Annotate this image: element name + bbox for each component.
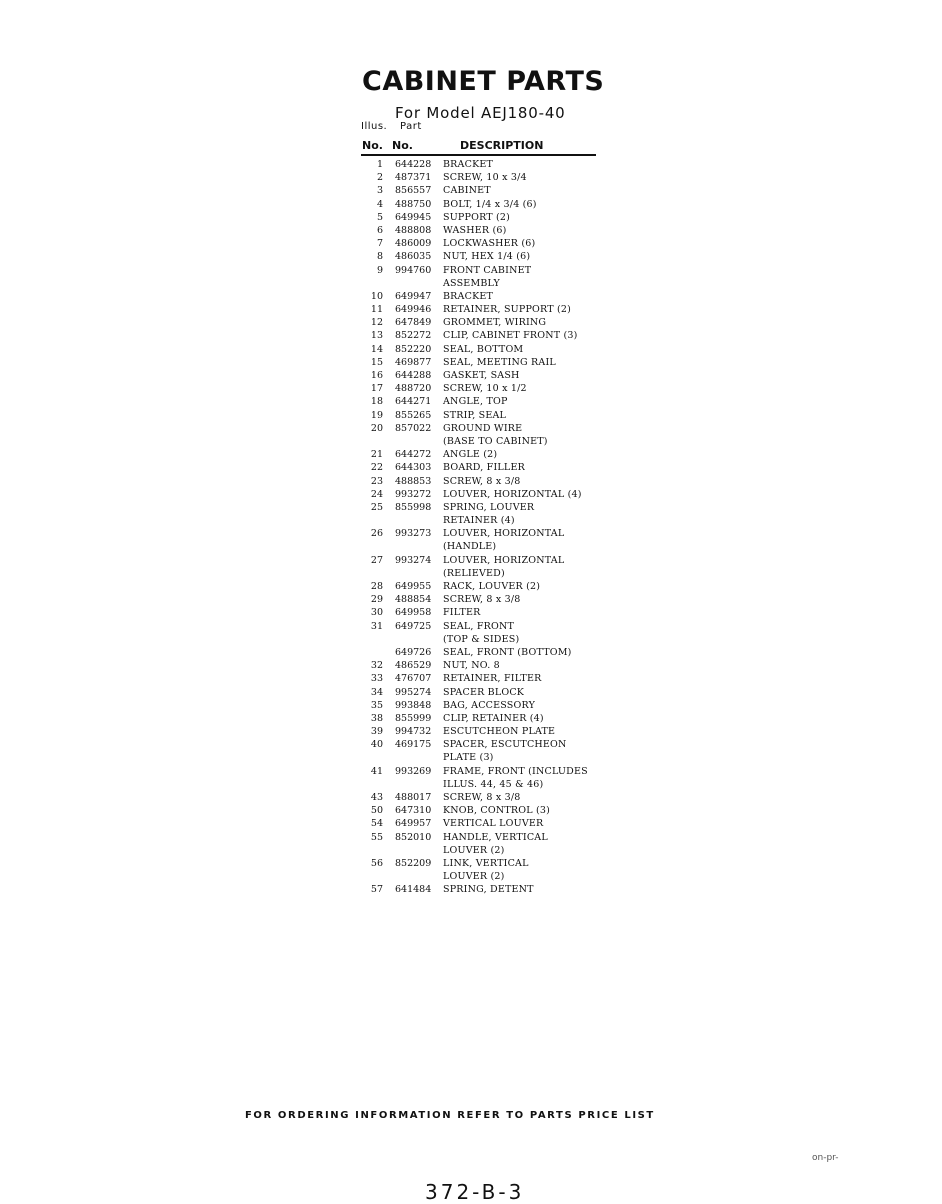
part-illus-no: 16 <box>370 370 383 381</box>
part-description: SCREW, 8 x 3/8 <box>443 594 521 606</box>
part-description: FRAME, FRONT (INCLUDES <box>443 765 588 777</box>
part-description: ANGLE, TOP <box>443 396 508 408</box>
part-number: 486035 <box>395 251 432 263</box>
part-illus-no: 8 <box>376 251 383 263</box>
parts-row <box>361 659 601 672</box>
part-number: 855999 <box>395 712 432 724</box>
parts-row <box>361 672 601 685</box>
part-number: 488853 <box>395 475 432 487</box>
part-number: 995274 <box>395 686 432 698</box>
part-number: 649958 <box>395 607 432 619</box>
part-number: 649945 <box>395 211 432 223</box>
parts-row <box>361 250 601 263</box>
parts-row <box>361 751 601 764</box>
parts-row <box>361 791 601 804</box>
part-illus-no: 18 <box>370 396 383 408</box>
part-description: SCREW, 8 x 3/8 <box>443 792 521 803</box>
part-illus-no: 9 <box>376 264 383 276</box>
page-number: 372-B-3 <box>425 1180 525 1204</box>
part-description: RETAINER (4) <box>443 515 515 527</box>
part-number: 469877 <box>395 356 432 368</box>
parts-row <box>361 343 601 356</box>
parts-row <box>361 475 601 488</box>
part-description: RACK, LOUVER (2) <box>443 581 541 592</box>
part-illus-no: 27 <box>370 554 383 566</box>
parts-row <box>361 857 601 870</box>
part-illus-no: 4 <box>376 198 383 210</box>
parts-row <box>361 633 601 646</box>
parts-row <box>361 184 601 197</box>
part-number: 644288 <box>395 370 432 381</box>
parts-row <box>361 237 601 250</box>
part-number: 649726 <box>395 646 432 658</box>
parts-row <box>361 831 601 844</box>
part-number: 852209 <box>395 857 432 869</box>
parts-row <box>361 501 601 514</box>
part-number: 993272 <box>395 488 432 500</box>
part-description: GASKET, SASH <box>443 370 520 381</box>
parts-row <box>361 725 601 738</box>
part-number: 993274 <box>395 554 432 566</box>
parts-row <box>361 461 601 474</box>
parts-row <box>361 620 601 633</box>
part-illus-no: 29 <box>370 594 383 606</box>
part-illus-no: 34 <box>370 686 383 698</box>
part-description: (TOP & SIDES) <box>443 633 520 645</box>
illus-header: Illus. <box>361 121 388 132</box>
part-description: SCREW, 8 x 3/8 <box>443 475 521 487</box>
part-description: BRACKET <box>443 290 494 302</box>
part-description: FRONT CABINET <box>443 264 532 276</box>
no-column-header: No. <box>362 139 383 152</box>
scan-mark-text: on-pr- <box>812 1153 839 1163</box>
part-description: NUT, HEX 1/4 (6) <box>443 251 531 263</box>
part-illus-no: 3 <box>376 185 383 197</box>
description-column-header: DESCRIPTION <box>460 139 544 152</box>
parts-row <box>361 329 601 342</box>
parts-list <box>361 158 601 897</box>
part-number: 647849 <box>395 317 432 329</box>
parts-row <box>361 369 601 382</box>
part-description: WASHER (6) <box>443 224 507 236</box>
parts-row <box>361 646 601 659</box>
part-illus-no: 55 <box>370 831 383 843</box>
part-number: 488808 <box>395 224 432 236</box>
part-number: 486009 <box>395 238 432 250</box>
parts-row <box>361 567 601 580</box>
parts-row <box>361 817 601 830</box>
parts-row <box>361 171 601 184</box>
parts-row <box>361 382 601 395</box>
part-description: RETAINER, SUPPORT (2) <box>443 304 572 316</box>
part-description: SPRING, DETENT <box>443 884 534 896</box>
part-description: ANGLE (2) <box>443 449 498 461</box>
part-number: 476707 <box>395 673 432 685</box>
part-illus-no: 21 <box>370 449 383 461</box>
part-description: SEAL, FRONT (BOTTOM) <box>443 646 572 658</box>
part-description: FILTER <box>443 607 481 619</box>
part-number: 644272 <box>395 449 432 461</box>
parts-row <box>361 395 601 408</box>
part-description: SEAL, BOTTOM <box>443 343 524 355</box>
part-description: KNOB, CONTROL (3) <box>443 805 551 817</box>
parts-row <box>361 686 601 699</box>
part-illus-no: 7 <box>376 238 383 250</box>
part-description: LOCKWASHER (6) <box>443 238 536 250</box>
part-description: LINK, VERTICAL <box>443 857 529 869</box>
part-number: 856557 <box>395 185 432 197</box>
part-illus-no: 54 <box>370 818 383 830</box>
part-number: 644271 <box>395 396 432 408</box>
part-illus-no: 30 <box>370 607 383 619</box>
part-number: 469175 <box>395 739 432 751</box>
part-description: BRACKET <box>443 159 494 170</box>
part-illus-no: 2 <box>376 172 383 184</box>
part-description: SPACER, ESCUTCHEON <box>443 739 567 751</box>
parts-row <box>361 290 601 303</box>
part-description: BAG, ACCESSORY <box>443 699 536 711</box>
part-number: 993273 <box>395 528 432 540</box>
part-description: VERTICAL LOUVER <box>443 818 544 830</box>
part-description: CLIP, RETAINER (4) <box>443 712 544 724</box>
parts-row <box>361 198 601 211</box>
part-illus-no: 57 <box>370 884 383 896</box>
part-number: 649955 <box>395 581 432 592</box>
part-no-column-header: No. <box>392 139 413 152</box>
parts-row <box>361 488 601 501</box>
parts-row <box>361 804 601 817</box>
part-illus-no: 11 <box>370 304 383 316</box>
header-divider <box>361 154 596 156</box>
part-description: SPRING, LOUVER <box>443 501 535 513</box>
part-number: 488017 <box>395 792 432 803</box>
part-number: 641484 <box>395 884 432 896</box>
part-description: HANDLE, VERTICAL <box>443 831 548 843</box>
part-illus-no: 20 <box>370 422 383 434</box>
part-number: 488854 <box>395 594 432 606</box>
parts-row <box>361 738 601 751</box>
part-illus-no: 41 <box>370 765 383 777</box>
part-illus-no: 6 <box>376 224 383 236</box>
part-description: GROUND WIRE <box>443 422 523 434</box>
part-illus-no: 23 <box>370 475 383 487</box>
part-number: 644228 <box>395 159 432 170</box>
part-description: LOUVER (2) <box>443 871 505 883</box>
part-description: SCREW, 10 x 1/2 <box>443 383 527 395</box>
parts-row <box>361 356 601 369</box>
part-illus-no: 14 <box>370 343 383 355</box>
part-illus-no: 13 <box>370 330 383 342</box>
part-number: 486529 <box>395 660 432 672</box>
part-description: (HANDLE) <box>443 541 497 553</box>
part-number: 994732 <box>395 726 432 738</box>
parts-row <box>361 316 601 329</box>
parts-row <box>361 593 601 606</box>
part-number: 647310 <box>395 805 432 817</box>
parts-row <box>361 883 601 896</box>
parts-row <box>361 211 601 224</box>
part-illus-no: 5 <box>376 211 383 223</box>
parts-row <box>361 527 601 540</box>
parts-row <box>361 514 601 527</box>
part-description: SCREW, 10 x 3/4 <box>443 172 527 184</box>
parts-row <box>361 224 601 237</box>
part-description: (BASE TO CABINET) <box>443 435 548 447</box>
part-illus-no: 35 <box>370 699 383 711</box>
page-title: CABINET PARTS <box>362 66 605 97</box>
part-number: 488750 <box>395 198 432 210</box>
parts-row <box>361 264 601 277</box>
part-illus-no: 25 <box>370 501 383 513</box>
part-illus-no: 19 <box>370 409 383 421</box>
part-illus-no: 17 <box>370 383 383 395</box>
part-illus-no: 40 <box>370 739 383 751</box>
part-description: SEAL, MEETING RAIL <box>443 356 556 368</box>
part-description: LOUVER, HORIZONTAL <box>443 554 565 566</box>
part-illus-no: 12 <box>370 317 383 329</box>
part-illus-no: 56 <box>370 857 383 869</box>
part-description: (RELIEVED) <box>443 567 505 579</box>
part-illus-no: 22 <box>370 462 383 474</box>
part-illus-no: 10 <box>370 290 383 302</box>
part-number: 649725 <box>395 620 432 632</box>
part-number: 855265 <box>395 409 432 421</box>
part-number: 649946 <box>395 304 432 316</box>
parts-row <box>361 409 601 422</box>
part-description: ASSEMBLY <box>443 277 500 289</box>
part-description: RETAINER, FILTER <box>443 673 542 685</box>
part-illus-no: 28 <box>370 581 383 592</box>
part-number: 488720 <box>395 383 432 395</box>
part-number: 644303 <box>395 462 432 474</box>
part-illus-no: 26 <box>370 528 383 540</box>
parts-row <box>361 422 601 435</box>
parts-row <box>361 765 601 778</box>
part-description: LOUVER, HORIZONTAL <box>443 528 565 540</box>
part-description: BOLT, 1/4 x 3/4 (6) <box>443 198 537 210</box>
part-number: 649957 <box>395 818 432 830</box>
part-number: 857022 <box>395 422 432 434</box>
part-description: SEAL, FRONT <box>443 620 515 632</box>
part-description: LOUVER (2) <box>443 844 505 856</box>
part-description: GROMMET, WIRING <box>443 317 547 329</box>
parts-row <box>361 699 601 712</box>
parts-row <box>361 712 601 725</box>
part-description: LOUVER, HORIZONTAL (4) <box>443 488 582 500</box>
parts-row <box>361 448 601 461</box>
part-illus-no: 43 <box>370 792 383 803</box>
parts-row <box>361 435 601 448</box>
part-description: CABINET <box>443 185 491 197</box>
part-illus-no: 50 <box>370 805 383 817</box>
parts-row <box>361 277 601 290</box>
part-description: BOARD, FILLER <box>443 462 525 474</box>
part-number: 993269 <box>395 765 432 777</box>
parts-row <box>361 870 601 883</box>
part-illus-no: 38 <box>370 712 383 724</box>
part-description: SUPPORT (2) <box>443 211 511 223</box>
part-header: Part <box>400 121 422 132</box>
part-illus-no: 32 <box>370 660 383 672</box>
part-description: CLIP, CABINET FRONT (3) <box>443 330 578 342</box>
ordering-info-footer: FOR ORDERING INFORMATION REFER TO PARTS PRICE LIST <box>245 1110 655 1121</box>
part-description: SPACER BLOCK <box>443 686 525 698</box>
part-illus-no: 31 <box>370 620 383 632</box>
parts-row <box>361 554 601 567</box>
part-number: 487371 <box>395 172 432 184</box>
part-illus-no: 39 <box>370 726 383 738</box>
parts-row <box>361 580 601 593</box>
parts-row <box>361 778 601 791</box>
part-illus-no: 33 <box>370 673 383 685</box>
part-number: 649947 <box>395 290 432 302</box>
parts-row <box>361 303 601 316</box>
part-number: 993848 <box>395 699 432 711</box>
part-description: ESCUTCHEON PLATE <box>443 726 556 738</box>
part-number: 852272 <box>395 330 432 342</box>
parts-row <box>361 844 601 857</box>
part-illus-no: 15 <box>370 356 383 368</box>
part-number: 855998 <box>395 501 432 513</box>
parts-row <box>361 606 601 619</box>
part-number: 852010 <box>395 831 432 843</box>
part-illus-no: 24 <box>370 488 383 500</box>
part-description: ILLUS. 44, 45 & 46) <box>443 778 544 790</box>
part-number: 852220 <box>395 343 432 355</box>
model-subtitle: For Model AEJ180-40 <box>395 104 566 122</box>
parts-row <box>361 540 601 553</box>
part-number: 994760 <box>395 264 432 276</box>
part-illus-no: 1 <box>376 159 383 170</box>
part-description: NUT, NO. 8 <box>443 660 500 672</box>
part-description: PLATE (3) <box>443 752 494 764</box>
parts-row <box>361 158 601 171</box>
part-description: STRIP, SEAL <box>443 409 507 421</box>
